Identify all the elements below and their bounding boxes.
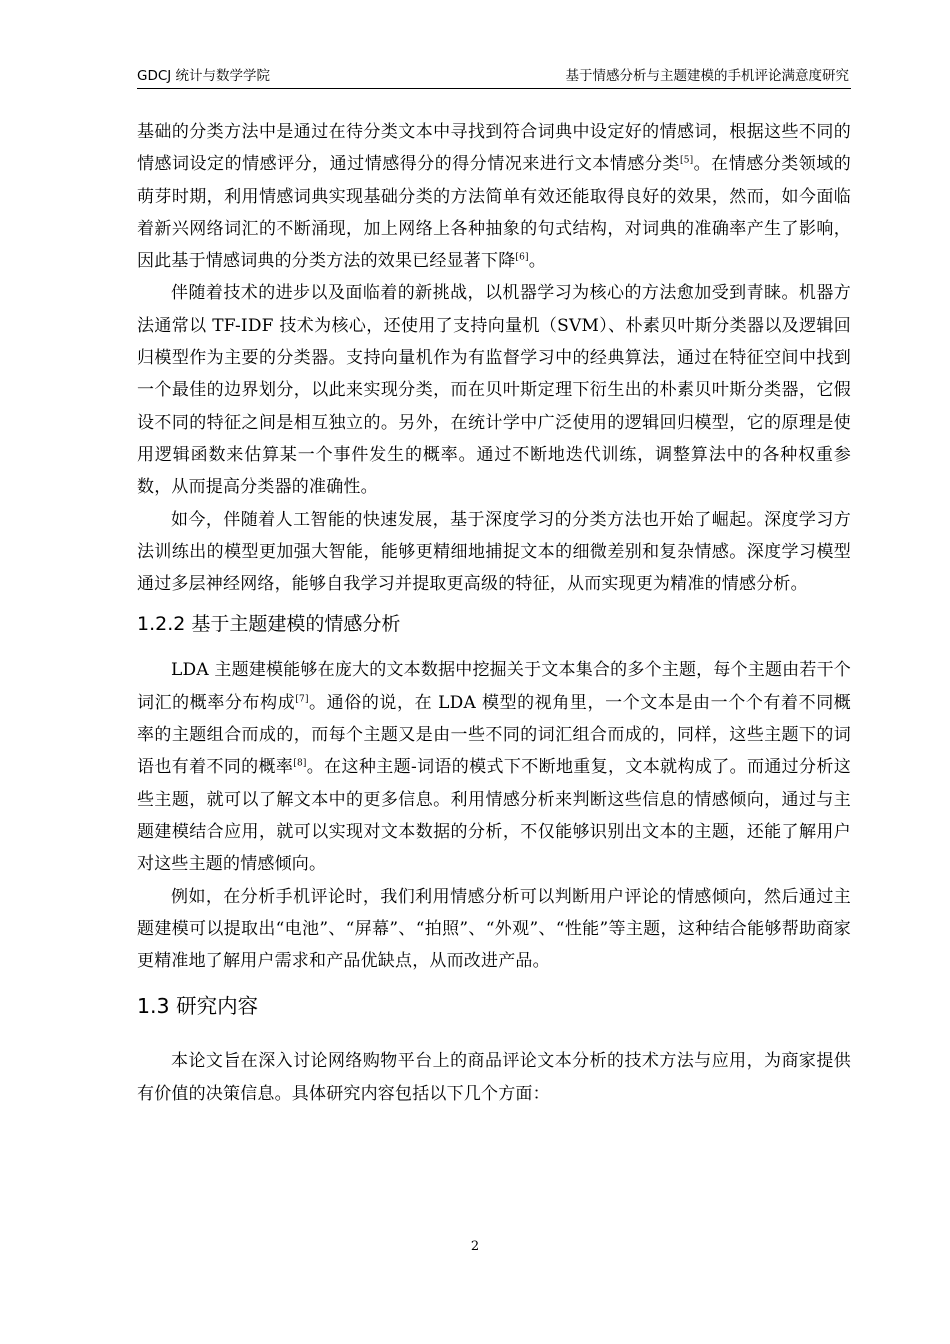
paragraph-1-text-3: 。 bbox=[528, 251, 546, 272]
paragraph-2: 伴随着技术的进步以及面临着的新挑战，以机器学习为核心的方法愈加受到青睐。机器方法通常以 TF-IDF 技术为核心，还使用了支持向量机（SVM）、朴素贝叶斯分类器以及逻辑回归模型作为主要的分类器。支持向量机作为有监督学习中的经典算法，通过在特征空间中找到一个最佳的边界划分，以此来实现分类，而在贝叶斯定理下衍生出的朴素贝叶斯分类器，它假设不同的特征之间是相互独立的。另外，在统计学中广泛使用的逻辑回归模型，它的原理是使用逻辑函数来估算某一个事件发生的概率。通过不断地迭代训练，调整算法中的各种权重参数，从而提高分类器的准确性。 bbox=[137, 283, 851, 498]
section-heading-1-2-2: 1.2.2 基于主题建模的情感分析 bbox=[137, 613, 401, 636]
paragraph-6: 本论文旨在深入讨论网络购物平台上的商品评论文本分析的技术方法与应用，为商家提供有价值的决策信息。具体研究内容包括以下几个方面： bbox=[137, 1051, 851, 1104]
citation-8: [8] bbox=[293, 758, 307, 769]
paragraph-1-text-2: 。在情感分类领域的萌芽时期，利用情感词典实现基础分类的方法简单有效还能取得良好的效果，然而，如今面临着新兴网络词汇的不断涌现，加上网络上各种抽象的句式结构，对词典的准确率产生了影响，因此基于情感词典的分类方法的效果已经显著下降 bbox=[137, 154, 851, 272]
section-heading-1-3: 1.3 研究内容 bbox=[137, 994, 259, 1019]
paragraph-4-text-b: 。通俗的说，在 LDA 模型的视角里，一个文本是由一个个有着不同概率的主题组合而成的，而每个主题又是由一些不同的词汇组合而成的，同样，这些主题下的词语也有着不同的概率 bbox=[137, 692, 851, 778]
paragraph-4 bbox=[137, 654, 851, 880]
citation-6: [6] bbox=[515, 252, 529, 263]
paragraph-5: 例如，在分析手机评论时，我们利用情感分析可以判断用户评论的情感倾向，然后通过主题建模可以提取出“电池”、“屏幕”、“拍照”、“外观”、“性能”等主题，这种结合能够帮助商家更精准地了解用户需求和产品优缺点，从而改进产品。 bbox=[137, 886, 851, 972]
page-header bbox=[137, 66, 851, 89]
header-institution: GDCJ 统计与数学学院 bbox=[137, 68, 271, 84]
citation-7: [7] bbox=[295, 694, 309, 705]
paragraph-4-text-a: LDA 主题建模能够在庞大的文本数据中挖掘关于文本集合的多个主题，每个主题由若干个词汇的概率分布构成 bbox=[137, 660, 851, 713]
citation-5: [5] bbox=[679, 155, 694, 166]
header-title: 基于情感分析与主题建模的手机评论满意度研究 bbox=[565, 68, 849, 84]
paragraph-3: 如今，伴随着人工智能的快速发展，基于深度学习的分类方法也开始了崛起。深度学习方法训练出的模型更加强大智能，能够更精细地捕捉文本的细微差别和复杂情感。深度学习模型通过多层神经网络，能够自我学习并提取更高级的特征，从而实现更为精准的情感分析。 bbox=[137, 509, 851, 595]
page-number: 2 bbox=[470, 1239, 480, 1254]
paragraph-1 bbox=[137, 116, 851, 277]
paragraph-4-text-c: 。在这种主题-词语的模式下不断地重复，文本就构成了。而通过分析这些主题，就可以了解文本中的更多信息。利用情感分析来判断这些信息的情感倾向，通过与主题建模结合应用，就可以实现对文本数据的分析，不仅能够识别出文本的主题，还能了解用户对这些主题的情感倾向。 bbox=[137, 757, 851, 875]
paragraph-1-text: 基础的分类方法中是通过在待分类文本中寻找到符合词典中设定好的情感词，根据这些不同的情感词设定的情感评分，通过情感得分的得分情况来进行文本情感分类 bbox=[137, 122, 851, 175]
page-content bbox=[137, 116, 851, 1110]
